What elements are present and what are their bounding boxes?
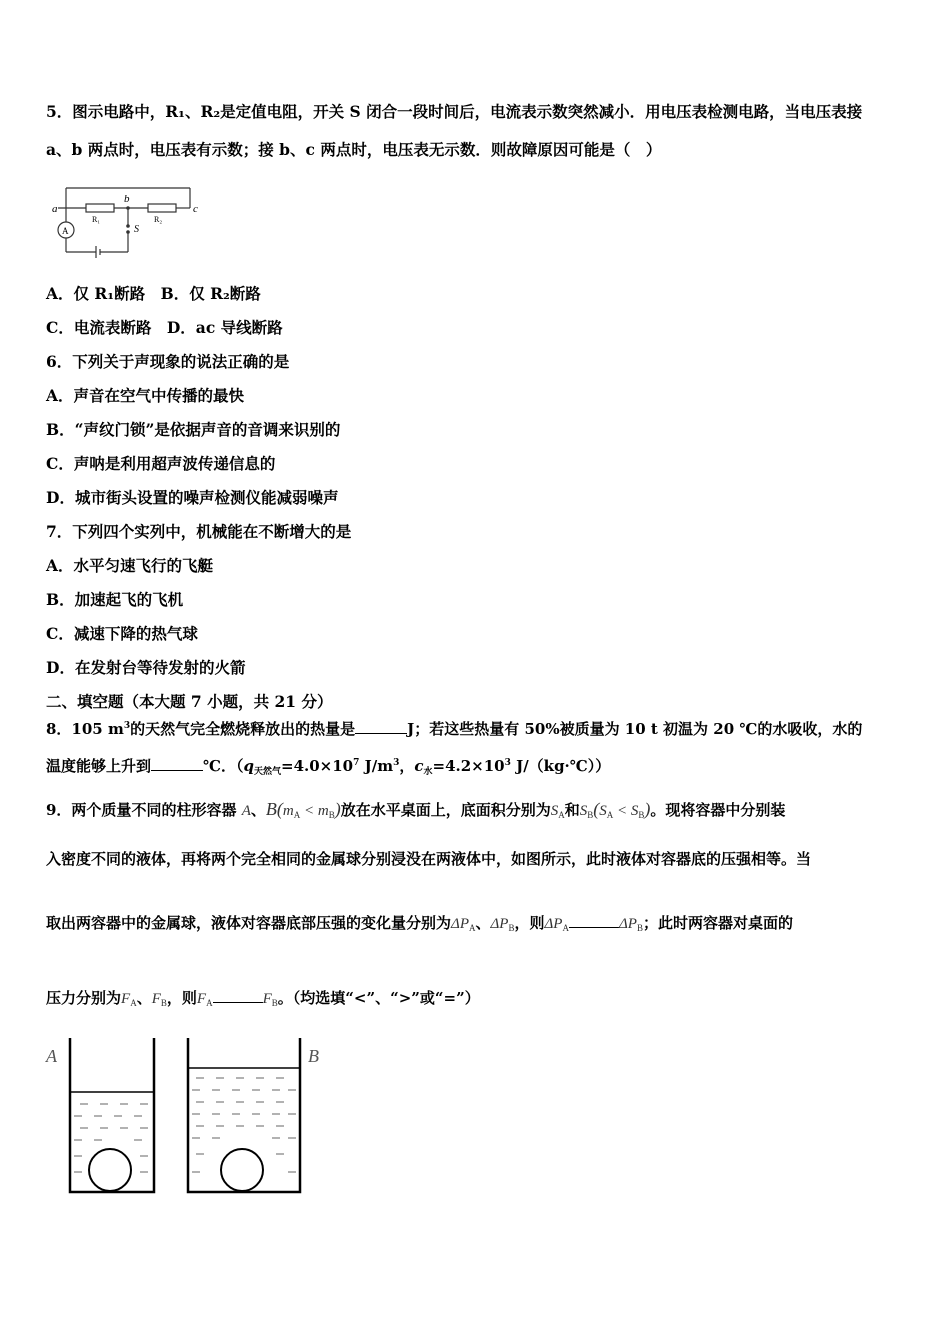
ammeter-label: A [62, 226, 69, 236]
circuit-diagram [50, 180, 210, 262]
q8-q-sub: 天然气 [254, 767, 282, 777]
q9-math-SB: S [579, 803, 588, 819]
q9-math-dPB2: ΔP [618, 916, 637, 932]
circuit-label-a: a [52, 203, 58, 215]
q5-stem-line1: 5．图示电路中，R₁、R₂是定值电阻，开关 S 闭合一段时间后，电流表示数突然减小．用电压表检测电路，当电压表接 [46, 102, 863, 121]
q7-option-d: D．在发射台等待发射的火箭 [46, 658, 246, 677]
q9-line1: 9．两个质量不同的柱形容器 A、$B(m_A < m_B)$放在水平桌面上，底面积分别为$S_A$和$S_B(S_A < S_B)$。现将容器中分别装 [46, 799, 786, 820]
q9-math-mB-sub: B [328, 810, 335, 820]
q8-blank-temp[interactable] [151, 756, 203, 771]
q8-c-exp: 3 [504, 758, 511, 768]
q9-math-FB2: F [262, 991, 272, 1007]
q8-line1 [46, 719, 862, 737]
container-b [188, 1038, 300, 1192]
q8-sup3: 3 [123, 721, 131, 731]
q9-math-dPB: ΔP [490, 916, 509, 932]
q9-math-cond-S: S [599, 803, 607, 819]
q8-line2-b: ℃．（ [203, 757, 244, 775]
q9-math-lt: < [300, 803, 318, 819]
q8-part1: 8．105 m [46, 720, 124, 738]
q8-part3: J；若这些热量有 50%被质量为 10 t 初温为 20 ℃的水吸收，水的 [407, 720, 863, 738]
q9-l1-and: 和 [564, 801, 580, 819]
q7-stem: 7．下列四个实列中，机械能在不断增大的是 [46, 522, 352, 541]
q9-l4-b: 。（均选填“<”、“>”或“=”） [277, 989, 480, 1007]
container-a [70, 1038, 154, 1192]
q9-math-cond-S2: S [630, 803, 639, 819]
circuit-label-r1: R₁ [92, 215, 101, 224]
circuit-label-c: c [193, 203, 198, 215]
q7-option-a: A．水平匀速飞行的飞艇 [46, 556, 214, 575]
q9-math-FB: F [151, 991, 161, 1007]
q8-line2 [46, 756, 610, 777]
q9-math-A: A [241, 803, 251, 819]
q5-stem-line2: a、b 两点时，电压表有示数；接 b、c 两点时，电压表无示数．则故障原因可能是（ ） [46, 140, 662, 159]
container-label-b: B [308, 1046, 319, 1066]
q8-part2: 的天然气完全燃烧释放出的热量是 [130, 720, 356, 738]
q9-l1-a: 9．两个质量不同的柱形容器 [46, 801, 237, 819]
q9-math-cond-A: A [606, 810, 614, 820]
q9-math-SB-sub: B [587, 810, 594, 820]
q9-l4-sep: 、 [136, 989, 152, 1007]
q7-option-b: B．加速起飞的飞机 [46, 590, 184, 609]
q9-math-cond-B: B [638, 810, 645, 820]
q9-math-FA2-sub: A [206, 998, 213, 1008]
q9-math-SA-sub: A [558, 810, 565, 820]
circuit-label-b: b [124, 193, 130, 205]
q9-line4 [46, 988, 480, 1008]
q9-line3 [46, 913, 793, 933]
q6-stem: 6．下列关于声现象的说法正确的是 [46, 352, 290, 371]
q9-math-dPA: ΔP [451, 916, 469, 932]
q8-c-unit: J/（kg·℃）） [510, 757, 611, 775]
circuit-label-r2: R₂ [154, 215, 163, 224]
section-title: 二、填空题（本大题 7 小题，共 21 分） [46, 692, 333, 711]
q9-l4-then: ，则 [166, 989, 197, 1007]
q9-math-FB-sub: B [160, 998, 167, 1008]
q9-math-dPA2: ΔP [544, 916, 563, 932]
q8-c-value: =4.2×10 [432, 757, 505, 775]
q6-option-a: A．声音在空气中传播的最快 [46, 386, 245, 405]
containers-figure [40, 1030, 340, 1200]
q9-l3-then: ，则 [514, 914, 545, 932]
q9-math-SA: S [550, 803, 559, 819]
q5-options-row1: A．仅 R₁断路 B．仅 R₂断路 [46, 284, 261, 303]
q9-l3-a: 取出两容器中的金属球，液体对容器底部压强的变化量分别为 [46, 914, 452, 932]
q8-c-symbol: c [414, 757, 424, 775]
q6-option-d: D．城市街头设置的噪声检测仪能减弱噪声 [46, 488, 339, 507]
q9-math-dPB2-sub: B [636, 923, 643, 933]
q8-q-symbol: q [243, 757, 254, 775]
q9-l4-a: 压力分别为 [46, 989, 122, 1007]
q9-blank-pressure[interactable] [569, 913, 619, 928]
q9-math-FA-sub: A [130, 998, 137, 1008]
q8-line2-a: 温度能够上升到 [46, 757, 152, 775]
q9-line2: 入密度不同的液体，再将两个完全相同的金属球分别浸没在两液体中，如图所示，此时液体对容器底的压强相等。当 [46, 850, 812, 868]
q9-math-dPA2-sub: A [562, 923, 569, 933]
q9-l3-sep: 、 [475, 914, 491, 932]
q6-option-c: C．声呐是利用超声波传递信息的 [46, 454, 276, 473]
q9-math-mB: m [317, 803, 329, 819]
q9-math-FA2: F [196, 991, 207, 1007]
q9-math-B: B [265, 799, 277, 819]
q9-l1-c: 。现将容器中分别装 [650, 801, 786, 819]
q9-math-mA: m [282, 803, 294, 819]
q9-math-dPB-sub: B [508, 923, 515, 933]
q9-l1-sep: 、 [250, 801, 266, 819]
container-label-a: A [46, 1046, 57, 1066]
q9-math-FB2-sub: B [271, 998, 278, 1008]
q9-math-mA-sub: A [293, 810, 301, 820]
q9-l1-b: 放在水平桌面上，底面积分别为 [340, 801, 551, 819]
switch-label: S [134, 224, 139, 235]
q9-blank-force[interactable] [213, 988, 263, 1003]
q6-option-b: B．“声纹门锁”是依据声音的音调来识别的 [46, 420, 341, 439]
q5-options-row2: C．电流表断路 D．ac 导线断路 [46, 318, 283, 337]
q7-option-c: C．减速下降的热气球 [46, 624, 198, 643]
q8-q-value: =4.0×10 [281, 757, 354, 775]
q8-q-unit: J/m [359, 757, 394, 775]
q9-l3-b: ；此时两容器对桌面的 [642, 914, 793, 932]
q8-c-sep: ， [399, 757, 415, 775]
q8-blank-heat[interactable] [355, 719, 407, 734]
q8-q-unit-exp: 3 [393, 758, 400, 768]
q9-math-FA: F [121, 991, 131, 1007]
q9-math-cond-lt: < [613, 803, 631, 819]
q8-c-sub: 水 [423, 767, 433, 777]
q9-math-dPA-sub: A [468, 923, 476, 933]
q8-q-exp: 7 [353, 758, 360, 768]
